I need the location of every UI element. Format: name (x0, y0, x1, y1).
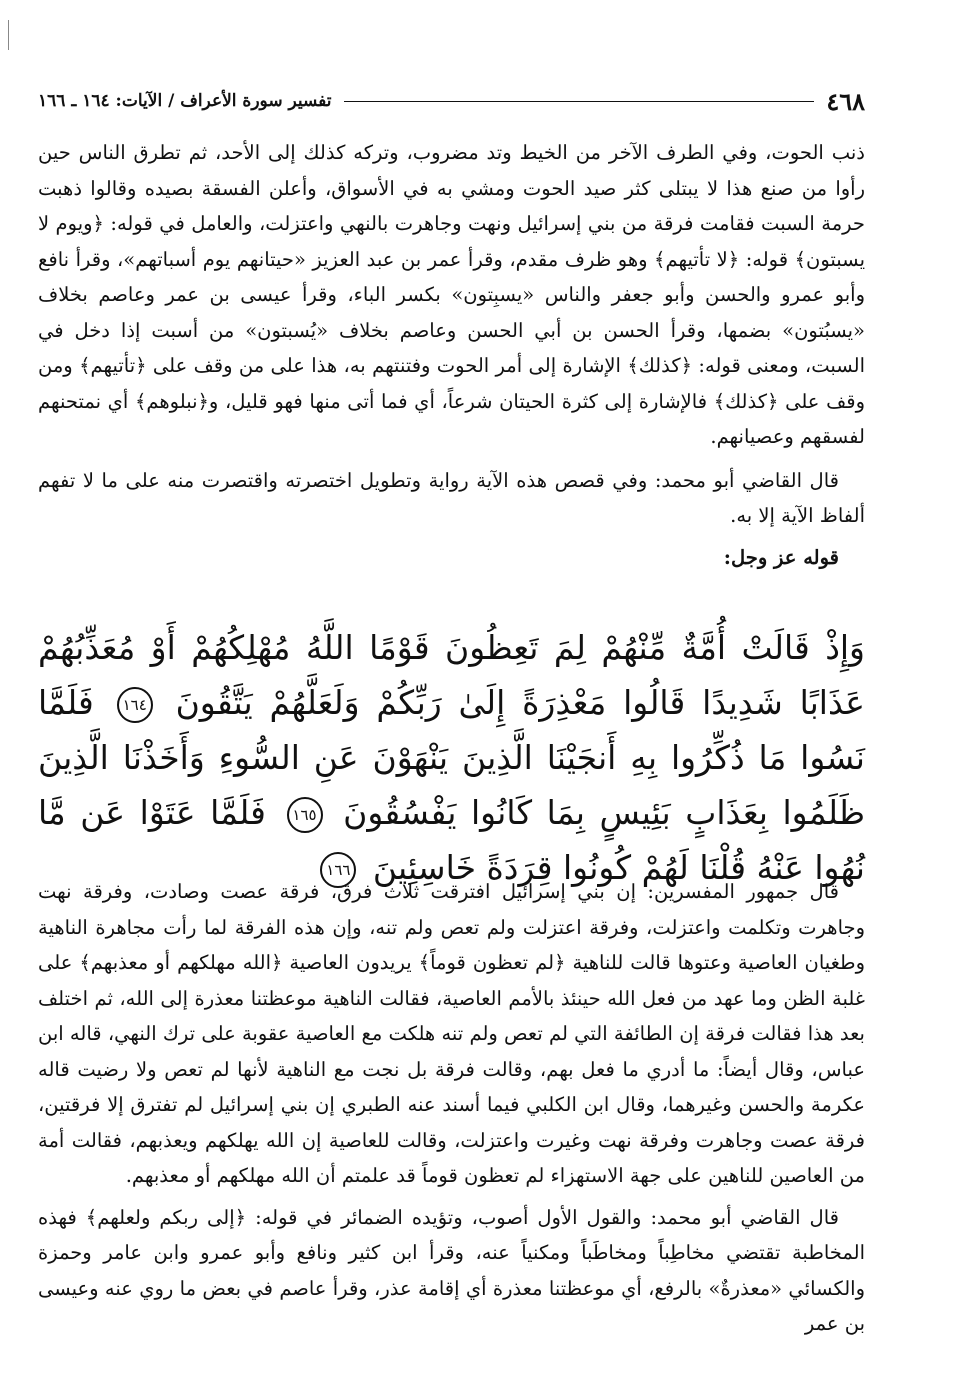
paragraph-1: ذنب الحوت، وفي الطرف الآخر من الخيط وتد مضروب، وتركه كذلك إلى الأحد، ثم تطرق الناس حين رأوا من صنع هذا لا يبتلى كثر صيد الحوت ومشي به في الأسواق، وأعلن الفسقة بصيده وقالوا ذهبت حرمة السبت فقامت فرقة من بني إسرائيل ونهت وجاهرت بالنهي واعتزلت، والعامل في قوله: ﴿ويوم لا يسبتون﴾ قوله: ﴿لا تأتيهم﴾ وهو ظرف مقدم، وقرأ عمر بن عبد العزيز «حيتانهم يوم أسباتهم»، وقرأ نافع وأبو عمرو والحسن وأبو جعفر والناس «يسبِتون» بكسر الباء، وقرأ عيسى بن عمر وعاصم بخلاف «يسبُتون» بضمها، وقرأ الحسن بن أبي الحسن وعاصم بخلاف «يُسبتون» من أسبت إذا دخل في السبت، ومعنى قوله: ﴿كذلك﴾ الإشارة إلى أمر الحوت وفتنتهم به، هذا على من وقف على ﴿تأتيهم﴾ ومن وقف على ﴿كذلك﴾ فالإشارة إلى كثرة الحيتان شرعاً، أي فما أتى منها فهو قليل، و﴿نبلوهم﴾ أي نمتحنهم لفسقهم وعصيانهم. (38, 141, 865, 448)
verse-165-text: فَلَمَّا نَسُوا مَا ذُكِّرُوا بِهِ أَنجَيْنَا الَّذِينَ يَنْهَوْنَ عَنِ السُّوءِ وَأَخَذْنَا الَّذِينَ ظَلَمُوا بِعَذَابٍ بَئِيسٍ بِمَا كَانُوا يَفْسُقُونَ (38, 683, 866, 832)
commentary-top (38, 135, 865, 575)
scan-margin-mark (8, 20, 9, 50)
paragraph-2: قال القاضي أبو محمد: وفي قصص هذه الآية رواية وتطويل اختصرته واقتصرت منه على ما لا تفهم ألفاظ الآية إلا به. (38, 468, 865, 527)
running-title: تفسير سورة الأعراف / الآيات: ١٦٤ ـ ١٦٦ (38, 91, 332, 111)
paragraph-3: قال جمهور المفسرين: إن بني إسرائيل افترقت ثلاث فرق، فرقة عصت وصادت، وفرقة نهت وجاهرت وتكلمت واعتزلت، وفرقة اعتزلت ولم تعص ولم تنه، وإن هذه الفرقة لما رأت مجاهرة الناهية وطغيان العاصية وعتوها قالت للناهية ﴿لم تعظون قوماً﴾ يريدون العاصية ﴿الله مهلكهم أو معذبهم﴾ على غلبة الظن وما عهد من فعل الله حينئذ بالأمم العاصية، فقالت الناهية موعظتنا معذرة إلى الله، ثم اختلف بعد هذا فقالت فرقة إن الطائفة التي لم تعص ولم تنه هلكت مع العاصية عقوبة على ترك النهي، قاله ابن عباس، وقال أيضاً: ما أدري ما فعل بهم، وقالت فرقة بل نجت مع الناهية لأنها لم تعص ولا رضيت قاله عكرمة والحسن وغيرهما، وقال ابن الكلبي فيما أسند عنه الطبري إن بني إسرائيل لم تفترق إلا فرقتين، فرقة عصت وجاهرت وفرقة نهت وغيرت واعتزلت، وقالت للعاصية إن الله يهلكهم ويعذبهم، فقالت أمة من العاصين للناهين على جهة الاستهزاء لم تعظون قوماً قد علمتم أن الله مهلكهم أو معذبهم. (38, 880, 865, 1187)
page-number: ٤٦٨ (826, 86, 865, 116)
quran-verses (38, 620, 866, 887)
verse-heading: قوله عز وجل: (723, 545, 839, 569)
ayah-marker-165: ١٦٥ (287, 797, 323, 833)
verse-166-text: فَلَمَّا عَتَوْا عَن مَّا نُهُوا عَنْهُ قُلْنَا لَهُمْ كُونُوا قِرَدَةً خَاسِئِينَ (38, 793, 865, 887)
page-header (38, 86, 865, 116)
verse-164-text: وَإِذْ قَالَتْ أُمَّةٌ مِّنْهُمْ لِمَ تَعِظُونَ قَوْمًا اللَّهُ مُهْلِكُهُمْ أَوْ مُعَذِّبُهُمْ عَذَابًا شَدِيدًا قَالُوا مَعْذِرَةً إِلَىٰ رَبِّكُمْ وَلَعَلَّهُمْ يَتَّقُونَ (38, 628, 865, 722)
ayah-marker-166: ١٦٦ (320, 852, 356, 888)
header-rule (344, 101, 815, 102)
commentary-bottom (38, 868, 865, 1342)
paragraph-4: قال القاضي أبو محمد: والقول الأول أصوب، وتؤيده الضمائر في قوله: ﴿إلى ربكم ولعلهم﴾ فهذه المخاطبة تقتضي مخاطِباً ومخاطَباً ومكنياً عنه، وقرأ ابن كثير ونافع وأبو عمرو وابن عامر وحمزة والكسائي «معذرةٌ» بالرفع، أي موعظتنا معذرة أي إقامة عذر، وقرأ عاصم في بعض ما روي عنه وعيسى بن عمر (38, 1205, 865, 1335)
ayah-marker-164: ١٦٤ (117, 687, 153, 723)
